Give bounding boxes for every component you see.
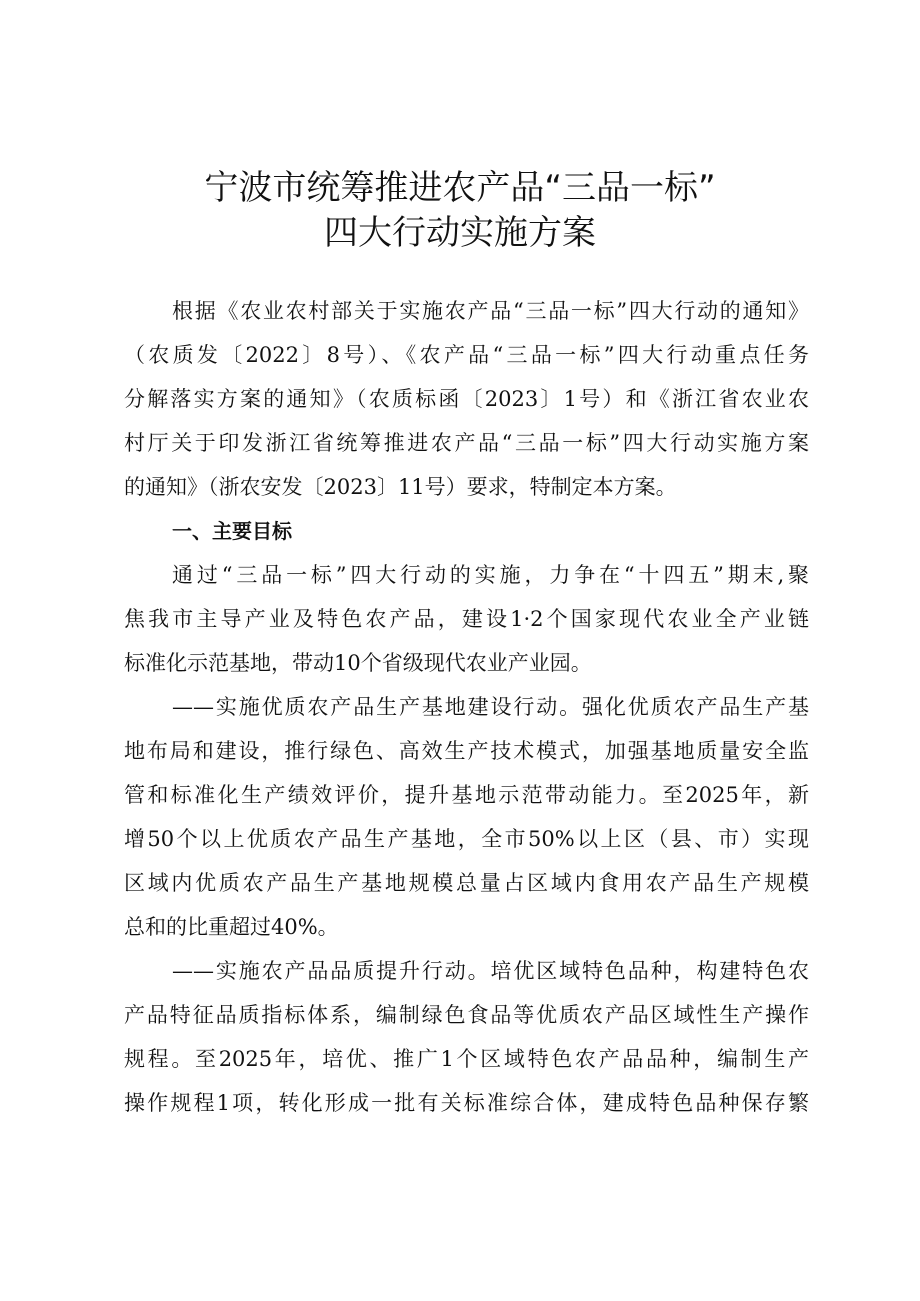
action2-line: 操作规程1项，转化形成一批有关标准综合体，建成特色品种保存繁	[124, 1091, 809, 1115]
intro-line: （农质发〔2022〕8号）、《农产品“三品一标”四大行动重点任务	[124, 343, 809, 367]
intro-line: 分解落实方案的通知》（农质标函〔2023〕1号）和《浙江省农业农	[124, 387, 809, 411]
section1-line: 标准化示范基地，带动10个省级现代农业产业园。	[124, 651, 592, 675]
intro-line: 根据《农业农村部关于实施农产品“三品一标”四大行动的通知》	[172, 299, 809, 323]
action1-line: 总和的比重超过40%。	[124, 915, 339, 939]
action2-line: ——实施农产品品质提升行动。培优区域特色品种，构建特色农	[172, 959, 809, 983]
action1-line: 地布局和建设，推行绿色、高效生产技术模式，加强基地质量安全监	[124, 739, 809, 763]
document-title-line-1: 宁波市统筹推进农产品“三品一标”	[204, 168, 716, 208]
intro-line: 村厅关于印发浙江省统筹推进农产品“三品一标”四大行动实施方案	[124, 431, 809, 455]
action1-line: ——实施优质农产品生产基地建设行动。强化优质农产品生产基	[172, 695, 809, 719]
action1-line: 区域内优质农产品生产基地规模总量占区域内食用农产品生产规模	[124, 871, 809, 895]
document-title-line-2: 四大行动实施方案	[324, 213, 596, 253]
action1-line: 管和标准化生产绩效评价，提升基地示范带动能力。至2025年，新	[124, 783, 809, 807]
section1-line: 焦我市主导产业及特色农产品，建设1·2个国家现代农业全产业链	[124, 607, 809, 631]
section1-line: 通过“三品一标”四大行动的实施，力争在“十四五”期末,聚	[172, 563, 809, 587]
action1-line: 增50个以上优质农产品生产基地，全市50%以上区（县、市）实现	[124, 827, 809, 851]
intro-line: 的通知》（浙农安发〔2023〕11号）要求，特制定本方案。	[124, 475, 677, 499]
section-heading: 一、主要目标	[172, 519, 292, 543]
action2-line: 规程。至2025年，培优、推广1个区域特色农产品品种，编制生产	[124, 1047, 809, 1071]
action2-line: 产品特征品质指标体系，编制绿色食品等优质农产品区域性生产操作	[124, 1003, 809, 1027]
